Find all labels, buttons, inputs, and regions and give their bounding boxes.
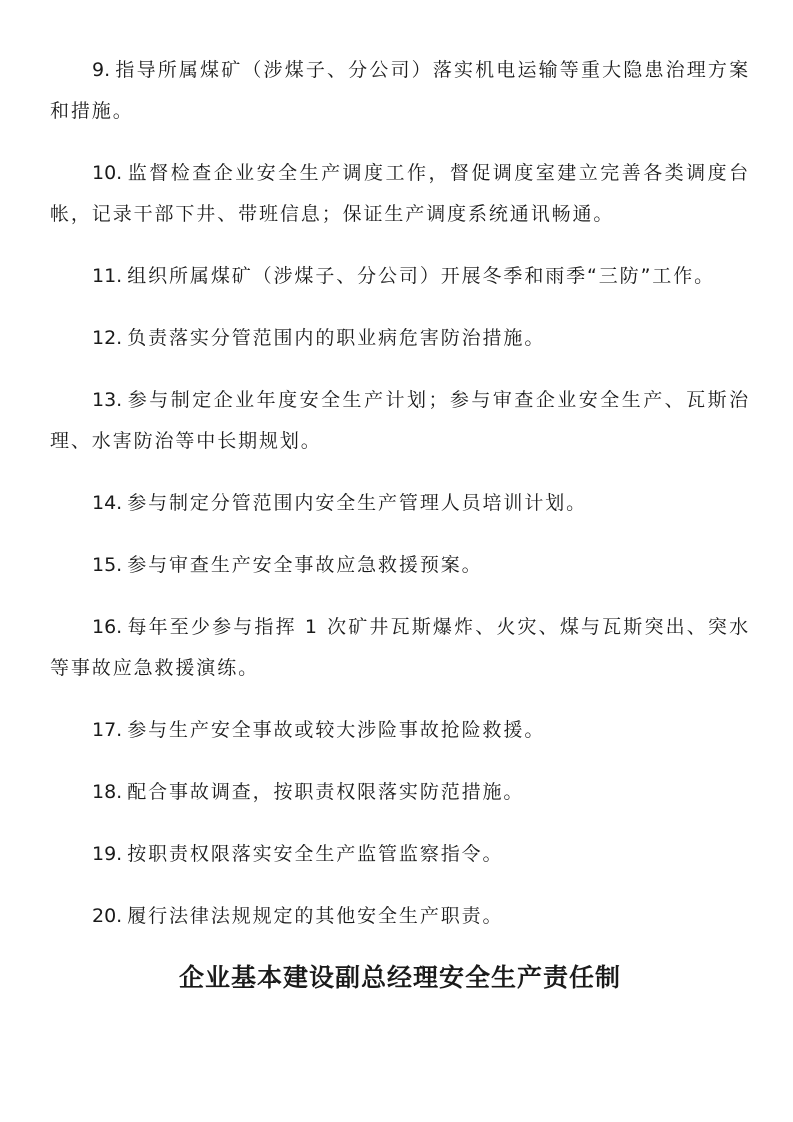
item-text: 参与生产安全事故或较大涉险事故抢险救援。 [127, 719, 546, 741]
list-item-15 [50, 545, 750, 586]
item-text: 每年至少参与指挥 1 次矿井瓦斯爆炸、火灾、煤与瓦斯突出、突水等事故应急救援演练。 [50, 616, 750, 679]
item-number: 12. [92, 327, 123, 349]
item-number: 20. [92, 905, 123, 927]
item-number: 19. [92, 843, 123, 865]
item-number: 9. [92, 59, 111, 81]
item-number: 16. [92, 616, 123, 638]
item-number: 17. [92, 719, 123, 741]
list-item-10 [50, 153, 750, 235]
item-number: 10. [92, 162, 123, 184]
item-number: 11. [92, 265, 123, 287]
item-text: 按职责权限落实安全生产监管监察指令。 [127, 843, 504, 865]
item-text: 参与审查生产安全事故应急救援预案。 [127, 554, 483, 576]
item-text: 负责落实分管范围内的职业病危害防治措施。 [127, 327, 546, 349]
item-number: 13. [92, 389, 123, 411]
item-text: 参与制定分管范围内安全生产管理人员培训计划。 [127, 492, 588, 514]
item-number: 14. [92, 492, 123, 514]
list-item-16 [50, 607, 750, 689]
list-item-9 [50, 50, 750, 132]
list-item-13 [50, 380, 750, 462]
item-text: 监督检查企业安全生产调度工作，督促调度室建立完善各类调度台帐，记录干部下井、带班信息；保证生产调度系统通讯畅通。 [50, 162, 750, 225]
item-number: 15. [92, 554, 123, 576]
list-item-12 [50, 318, 750, 359]
item-text: 指导所属煤矿（涉煤子、分公司）落实机电运输等重大隐患治理方案和措施。 [50, 59, 750, 122]
list-item-11 [50, 256, 750, 297]
item-number: 18. [92, 781, 123, 803]
item-text: 参与制定企业年度安全生产计划；参与审查企业安全生产、瓦斯治理、水害防治等中长期规划。 [50, 389, 750, 452]
list-item-20 [50, 896, 750, 937]
list-item-17 [50, 710, 750, 751]
list-item-14 [50, 483, 750, 524]
section-heading: 企业基本建设副总经理安全生产责任制 [178, 963, 621, 992]
item-text: 配合事故调查，按职责权限落实防范措施。 [127, 781, 525, 803]
document-page [50, 50, 750, 998]
list-item-19 [50, 834, 750, 875]
item-text: 履行法律法规规定的其他安全生产职责。 [127, 905, 504, 927]
list-item-18 [50, 772, 750, 813]
item-text: 组织所属煤矿（涉煤子、分公司）开展冬季和雨季“三防”工作。 [127, 265, 716, 287]
